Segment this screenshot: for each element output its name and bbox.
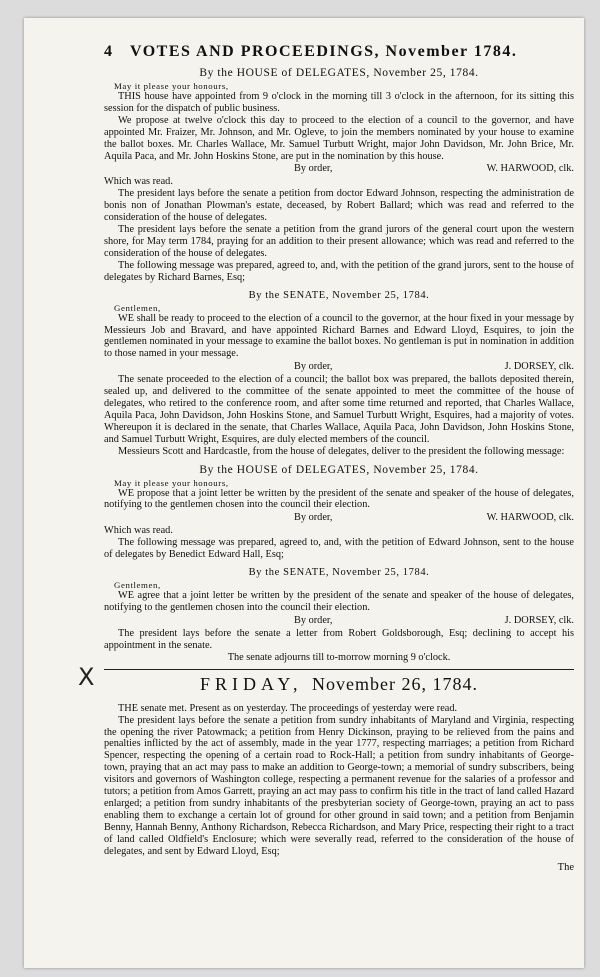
- paragraph: The following message was prepared, agreed to, and, with the petition of Edward Johnson, sent to the house of delegates by Benedict Edward Hall, Esq;: [104, 537, 574, 561]
- paragraph: Messieurs Scott and Hardcastle, from the house of delegates, deliver to the president the following message:: [118, 445, 565, 457]
- heading-delegates-2: By the HOUSE of DELEGATES, November 25, 1784.: [199, 463, 479, 476]
- heading-senate-2: By the SENATE, November 25, 1784.: [248, 567, 430, 579]
- by-order: By order,: [294, 512, 333, 524]
- signature-line: [104, 361, 574, 373]
- signature-line: [104, 615, 574, 627]
- by-order: By order,: [294, 361, 333, 373]
- salutation-4: Gentlemen,: [114, 580, 161, 591]
- paragraph: The senate proceeded to the election of a council; the ballot box was prepared, the ballots deposited therein, sealed up, and delivered to the committee of the senate appointed to meet the committee of the house of delegates, who retired to the conference room, and after some time returned and reported, that Charles Wallace, Aquila Paca, John Davidson, John Hoskins Stone, and Samuel Turbutt Wright, Esquires, had a majority of votes. Whereupon it is declared in the senate, that Charles Wallace, Aquila Paca, John Davidson, John Hoskins Stone, and Samuel Turbutt Wright, Esquires, are duly elected members of the council.: [104, 374, 574, 445]
- paragraph: The president lays before the senate a petition from the grand jurors of the general court upon the western shore, for May term 1784, praying for an addition to their present allowance; which was read and referred to the consideration of the house of delegates.: [104, 224, 574, 259]
- margin-x-mark: X: [78, 663, 95, 691]
- signature-line: [104, 512, 574, 524]
- salutation-1: May it please your honours,: [114, 81, 229, 91]
- day-date: November 26, 1784.: [312, 673, 479, 694]
- paragraph: Which was read.: [104, 176, 173, 188]
- divider: [104, 669, 574, 670]
- running-head: [104, 43, 574, 61]
- paragraph: We propose at twelve o'clock this day to proceed to the election of a council to the governor, and have appointed Mr. Fraizer, Mr. Johnson, and Mr. Ogleve, to join the members nominated by your house to examine the ballot boxes. Mr. Charles Wallace, Mr. Samuel Turbutt Wright, major John Davidson, Mr. John Brice, Mr. Aquila Paca, and Mr. John Hoskins Stone, are put in the nomination by this house.: [104, 114, 574, 162]
- salutation-2: Gentlemen,: [114, 302, 161, 313]
- paragraph: The president lays before the senate a letter from Robert Goldsborough, Esq; declining to accept his appointment in the senate.: [104, 627, 574, 651]
- clerk-name: J. DORSEY, clk.: [504, 361, 574, 373]
- signature-line: [104, 163, 574, 175]
- page-content: [104, 43, 574, 873]
- day-heading: [104, 674, 574, 695]
- paragraph: Which was read.: [104, 525, 173, 537]
- page-number: 4: [104, 43, 114, 60]
- paragraph: THIS house have appointed from 9 o'clock in the morning till 3 o'clock in the afternoon, for its sitting this session for the dispatch of public business.: [104, 91, 574, 114]
- by-order: By order,: [294, 163, 333, 175]
- clerk-name: W. HARWOOD, clk.: [486, 163, 574, 175]
- clerk-name: W. HARWOOD, clk.: [486, 512, 574, 524]
- paragraph: The president lays before the senate a petition from doctor Edward Johnson, respecting the administration de bonis non of Jonathan Plowman's estate, deceased, by Robert Ballard; which was read and referred to the consideration of the house of delegates.: [104, 188, 574, 224]
- clerk-name: J. DORSEY, clk.: [504, 614, 574, 626]
- by-order: By order,: [294, 614, 333, 626]
- running-title: VOTES AND PROCEEDINGS, November 1784.: [130, 43, 518, 60]
- adjournment: The senate adjourns till to-morrow morning 9 o'clock.: [227, 651, 451, 663]
- scanned-page: [24, 18, 584, 968]
- heading-delegates-1: By the HOUSE of DELEGATES, November 25, 1784.: [199, 67, 479, 79]
- paragraph: WE agree that a joint letter be written by the president of the senate and speaker of the house of delegates, notifying to the gentlemen chosen into the council their election.: [104, 590, 574, 613]
- paragraph: The president lays before the senate a petition from sundry inhabitants of Maryland and Virginia, respecting the opening the river Patowmack; a petition from Henry Dickinson, praying to be relieved from the pains and penalties inflicted by the act of assembly, made in the year 1777, respecting marriages; a petition from Richard Spencer, respecting the opening of a certain road to Rock-Hall; a petition from sundry inhabitants of George-town, praying that an act may pass to make an addition to George-town; a memorial of sundry subscribers, being visitors and governors of Washington college, respecting a permanent revenue for the salaries of a professor and tutors; a petition from Amos Garrett, praying an act may pass to confirm his title in the tract of land called Hazard enlarged; a petition from sundry inhabitants of the presbyterian society of George-town, praying an act to pass enabling them to exchange a certain lot of ground for other ground in said town; and a petition from Benjamin Benny, Hannah Benny, Anthony Richardson, Rebecca Richardson, and Mary Price, respecting their right to a tract of land called Oldfield's Enclosure; which were severally read, referred to the consideration of the house of delegates, and sent by Edward Lloyd, Esq;: [104, 714, 574, 857]
- paragraph: THE senate met. Present as on yesterday. The proceedings of yesterday were read.: [118, 702, 458, 714]
- day-name: FRIDAY,: [199, 673, 303, 694]
- salutation-3: May it please your honours,: [114, 477, 229, 488]
- heading-senate-1: By the SENATE, November 25, 1784.: [248, 289, 430, 301]
- paragraph: The following message was prepared, agreed to, and, with the petition of the grand jurors, sent to the house of delegates by Richard Barnes, Esq;: [104, 259, 574, 283]
- catchword: The: [557, 861, 574, 873]
- paragraph: WE propose that a joint letter be written by the president of the senate and speaker of the house of delegates, notifying to the gentlemen chosen into the council their election.: [104, 487, 574, 511]
- paragraph: WE shall be ready to proceed to the election of a council to the governor, at the hour fixed in your message by Messieurs Job and Bravard, and have appointed Richard Barnes and Edward Lloyd, Esquires, to join the gentlemen nominated in your message to examine the ballot boxes. No gentleman is put in nomination in addition to those named in your message.: [104, 312, 574, 360]
